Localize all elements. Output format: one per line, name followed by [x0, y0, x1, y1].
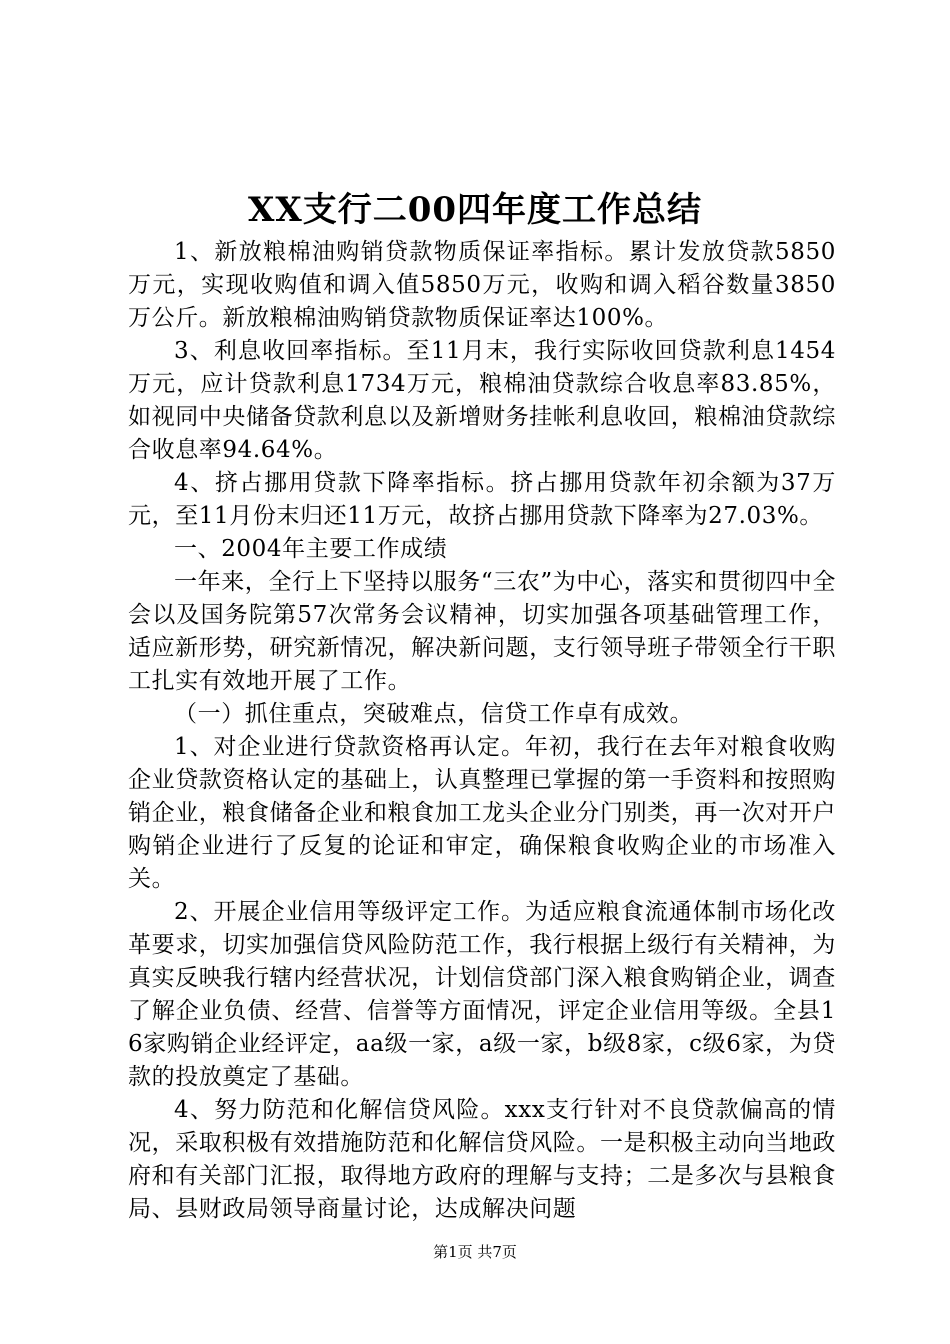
- paragraph-year-overview: 一年来，全行上下坚持以服务“三农”为中心，落实和贯彻四中全会以及国务院第57次常务会议精神，切实加强各项基础管理工作，适应新形势，研究新情况，解决新问题，支行领导班子带领全行干职工扎实有效地开展了工作。: [128, 569, 836, 694]
- paragraph-material-guarantee: 1、新放粮棉油购销贷款物质保证率指标。累计发放贷款5850万元，实现收购值和调入值5850万元，收购和调入稻谷数量3850万公斤。新放粮棉油购销贷款物质保证率达100%。: [128, 239, 836, 331]
- page-number-footer: 第1页 共7页: [433, 1243, 517, 1261]
- document-body: [128, 236, 836, 1226]
- paragraph-loan-qualification: 1、对企业进行贷款资格再认定。年初，我行在去年对粮食收购企业贷款资格认定的基础上，认真整理已掌握的第一手资料和按照购销企业，粮食储备企业和粮食加工龙头企业分门别类，再一次对开户购销企业进行了反复的论证和审定，确保粮食收购企业的市场准入关。: [128, 734, 836, 892]
- document-title: XX支行二00四年度工作总结: [247, 190, 703, 230]
- paragraph-interest-recovery: 3、利息收回率指标。至11月末，我行实际收回贷款利息1454万元，应计贷款利息1734万元，粮棉油贷款综合收息率83.85%，如视同中央储备贷款利息以及新增财务挂帐利息收回，粮棉油贷款综合收息率94.64%。: [128, 338, 836, 463]
- section-heading-main-achievements: 一、2004年主要工作成绩: [174, 536, 448, 562]
- paragraph-misappropriation-rate: 4、挤占挪用贷款下降率指标。挤占挪用贷款年初余额为37万元，至11月份末归还11万元，故挤占挪用贷款下降率为27.03%。: [128, 470, 836, 529]
- paragraph-credit-rating: 2、开展企业信用等级评定工作。为适应粮食流通体制市场化改革要求，切实加强信贷风险防范工作，我行根据上级行有关精神，为真实反映我行辖内经营状况，计划信贷部门深入粮食购销企业，调查了解企业负债、经营、信誉等方面情况，评定企业信用等级。全县16家购销企业经评定，aa级一家，a级一家，b级8家，c级6家，为贷款的投放奠定了基础。: [128, 899, 836, 1090]
- paragraph-risk-prevention: 4、努力防范和化解信贷风险。xxx支行针对不良贷款偏高的情况，采取积极有效措施防范和化解信贷风险。一是积极主动向当地政府和有关部门汇报，取得地方政府的理解与支持；二是多次与县粮食局、县财政局领导商量讨论，达成解决问题: [128, 1097, 836, 1222]
- subsection-heading-credit-work: （一）抓住重点，突破难点，信贷工作卓有成效。: [174, 701, 694, 727]
